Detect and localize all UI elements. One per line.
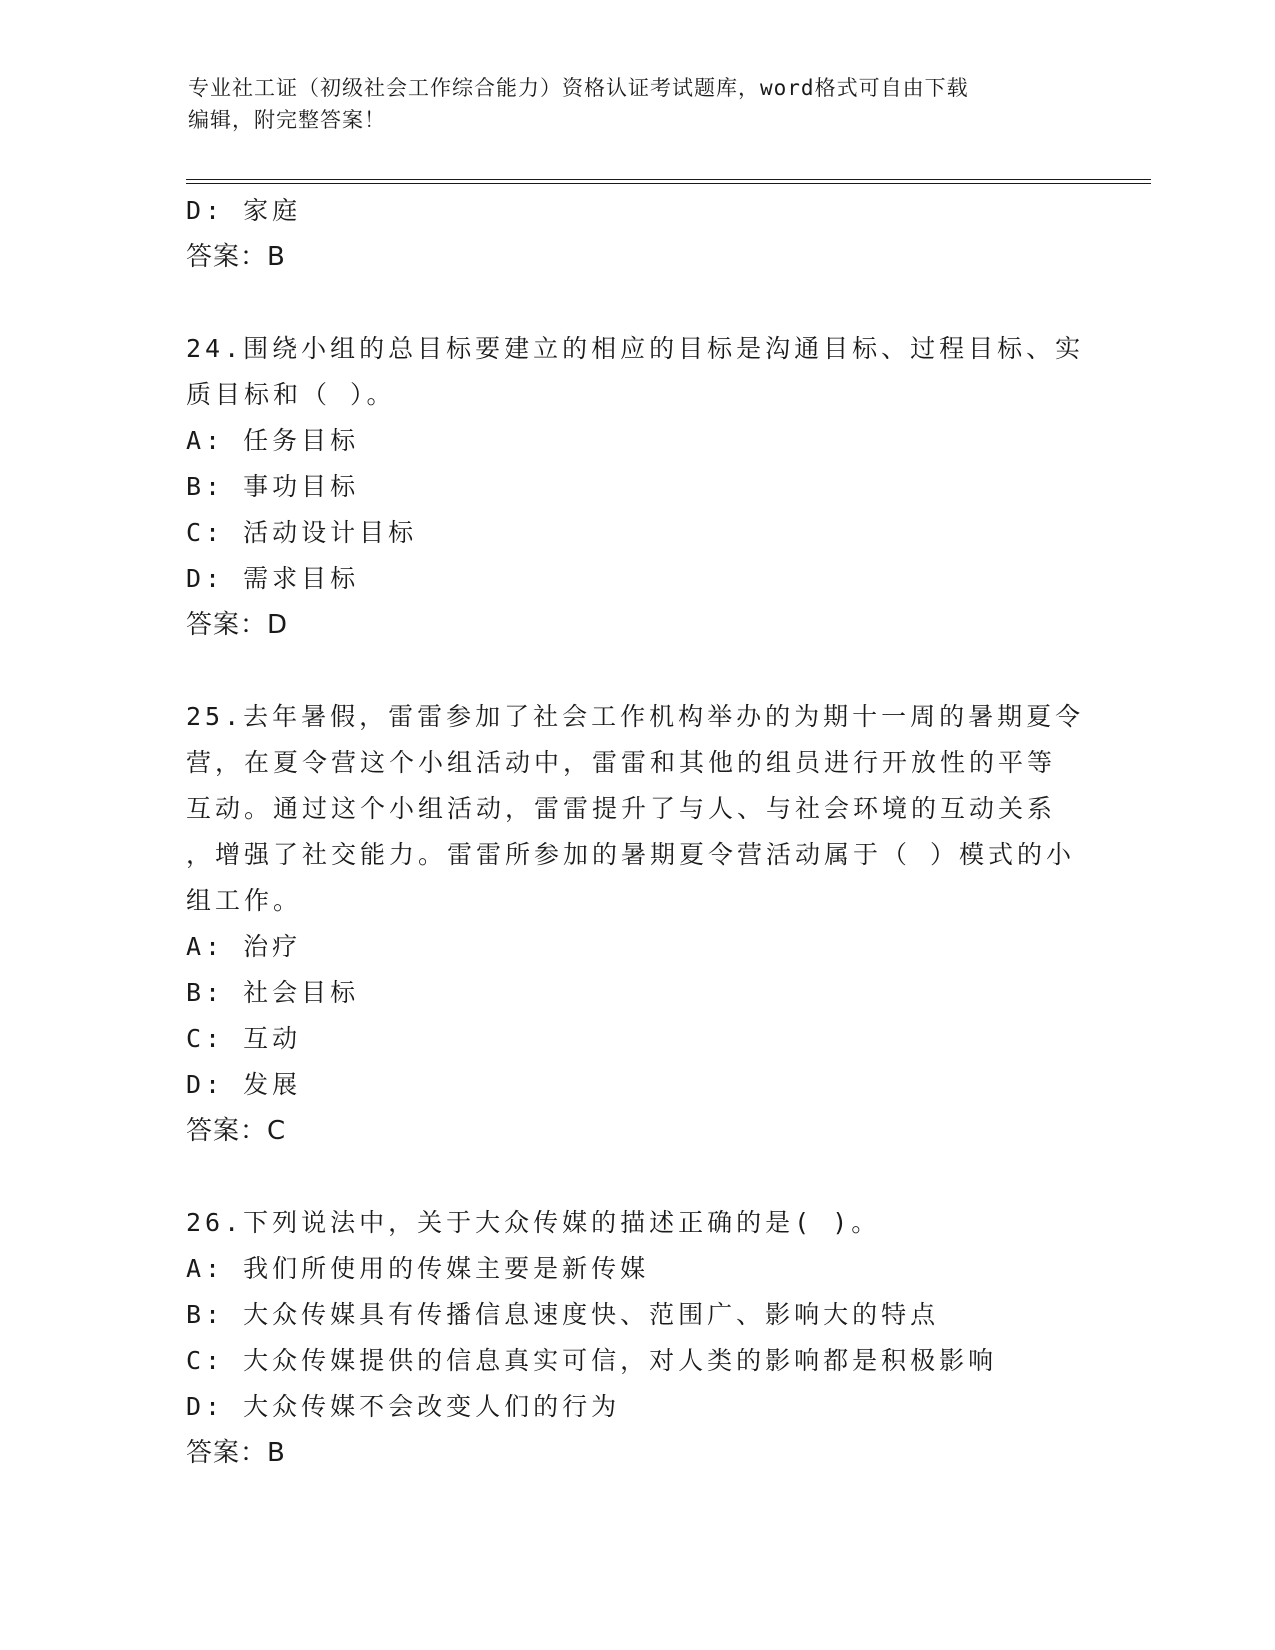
question-stem-line: 营，在夏令营这个小组活动中，雷雷和其他的组员进行开放性的平等 <box>186 748 1057 777</box>
document-header <box>188 72 1088 136</box>
question-stem-line: 24.围绕小组的总目标要建立的相应的目标是沟通目标、过程目标、实 <box>186 334 1085 363</box>
answer-line: 答案：B <box>186 242 286 272</box>
header-divider-bottom <box>186 183 1151 184</box>
answer-line: 答案：C <box>186 1116 287 1146</box>
option-d: D: 发展 <box>186 1070 302 1099</box>
question-stem-line: 质目标和（ ）。 <box>186 380 396 409</box>
spacer <box>186 648 1086 694</box>
option-d: D: 大众传媒不会改变人们的行为 <box>186 1392 621 1421</box>
option-a: A: 治疗 <box>186 932 302 961</box>
option-d: D: 需求目标 <box>186 564 360 593</box>
question-24 <box>186 326 1086 648</box>
question-25 <box>186 694 1086 1154</box>
header-divider-top <box>186 179 1151 180</box>
spacer <box>186 280 1086 326</box>
question-26 <box>186 1200 1086 1476</box>
option-c: C: 活动设计目标 <box>186 518 418 547</box>
header-line-2: 编辑，附完整答案！ <box>188 108 386 132</box>
question-stem-line: 组工作。 <box>186 886 303 915</box>
question-stem-line: 互动。通过这个小组活动，雷雷提升了与人、与社会环境的互动关系 <box>186 794 1057 823</box>
question-stem-line: 25.去年暑假，雷雷参加了社会工作机构举办的为期十一周的暑期夏令 <box>186 702 1085 731</box>
answer-line: 答案：B <box>186 1438 286 1468</box>
option-c: C: 大众传媒提供的信息真实可信，对人类的影响都是积极影响 <box>186 1346 998 1375</box>
option-b: B: 社会目标 <box>186 978 360 1007</box>
spacer <box>186 1154 1086 1200</box>
question-stem-line: ，增强了社交能力。雷雷所参加的暑期夏令营活动属于（ ）模式的小 <box>186 840 1076 869</box>
option-d: D: 家庭 <box>186 196 302 225</box>
question-stem-line: 26.下列说法中，关于大众传媒的描述正确的是( )。 <box>186 1208 881 1237</box>
header-line-1: 专业社工证（初级社会工作综合能力）资格认证考试题库，word格式可自由下载 <box>188 76 969 100</box>
option-c: C: 互动 <box>186 1024 302 1053</box>
option-b: B: 大众传媒具有传播信息速度快、范围广、影响大的特点 <box>186 1300 940 1329</box>
answer-line: 答案：D <box>186 610 289 640</box>
option-a: A: 我们所使用的传媒主要是新传媒 <box>186 1254 650 1283</box>
question-list <box>186 188 1086 1476</box>
option-a: A: 任务目标 <box>186 426 360 455</box>
option-b: B: 事功目标 <box>186 472 360 501</box>
